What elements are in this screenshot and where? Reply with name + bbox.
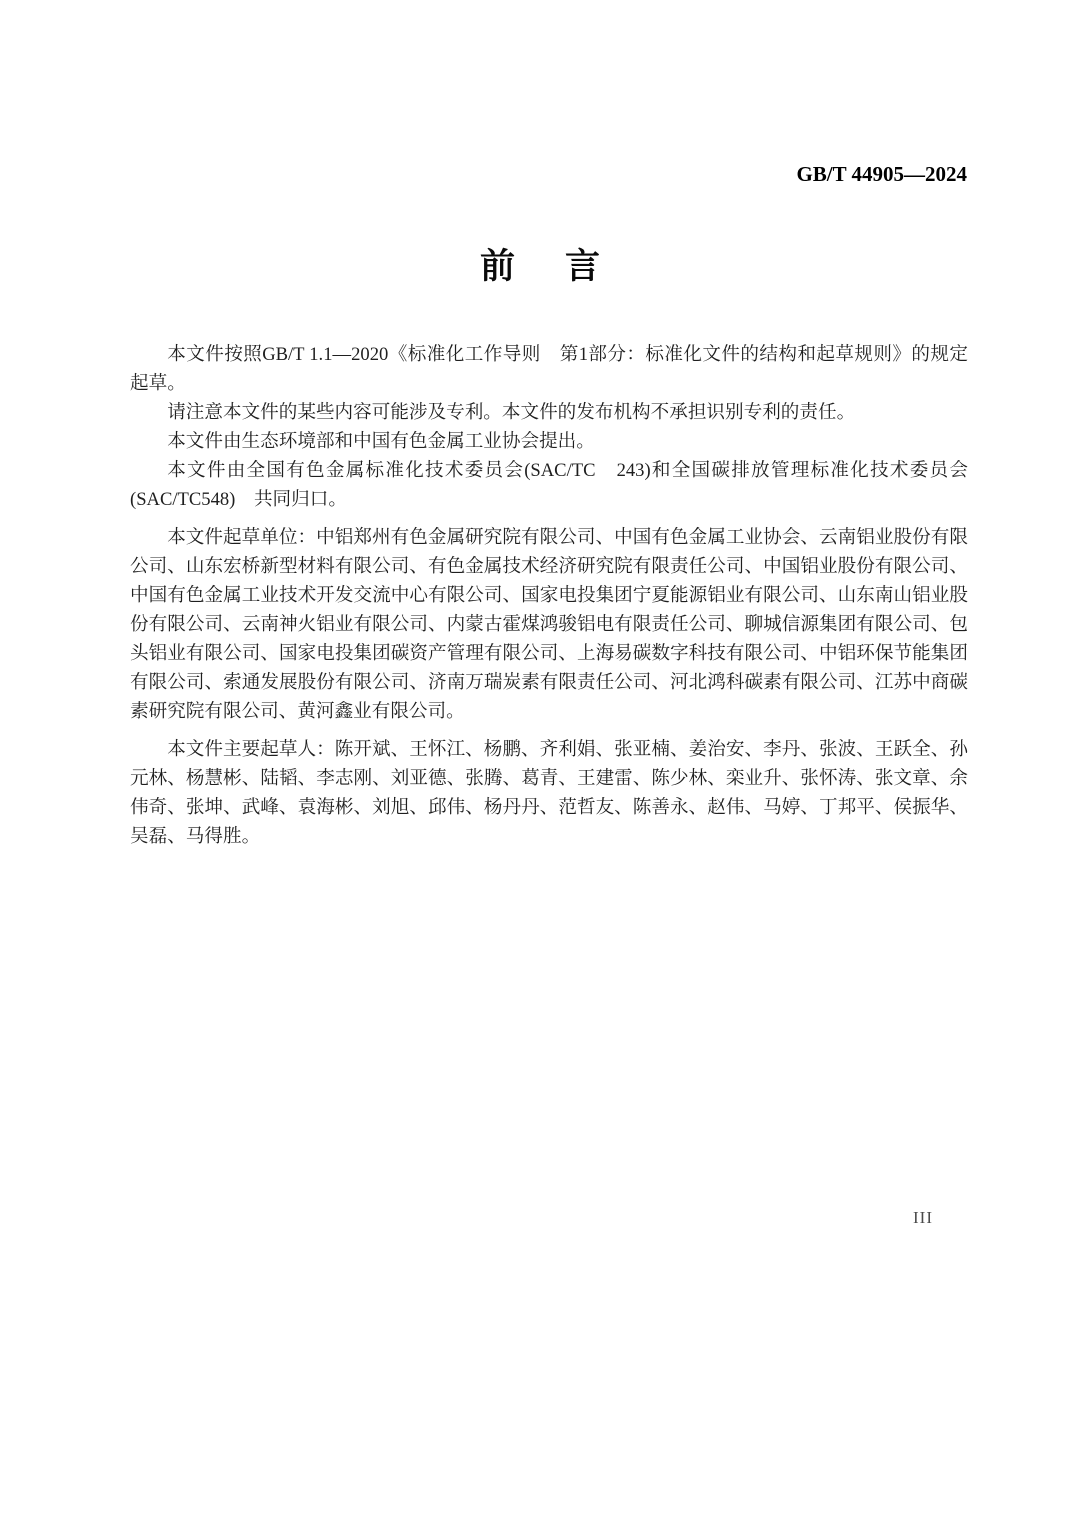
foreword-body [130,340,968,851]
foreword-title-char-qian: 前 [479,247,515,286]
paragraph-drafting-rules: 本文件按照GB/T 1.1—2020《标准化工作导则 第1部分：标准化文件的结构和起草规则》的规定起草。 [130,344,968,394]
paragraph-patent-notice: 请注意本文件的某些内容可能涉及专利。本文件的发布机构不承担识别专利的责任。 [167,402,856,423]
paragraph-main-drafters: 本文件主要起草人：陈开斌、王怀江、杨鹏、齐利娟、张亚楠、姜治安、李丹、张波、王跃全、孙元林、杨慧彬、陆韬、李志刚、刘亚德、张腾、葛青、王建雷、陈少林、栾业升、张怀涛、张文章、余伟奇、张坤、武峰、袁海彬、刘旭、邱伟、杨丹丹、范哲友、陈善永、赵伟、马婷、丁邦平、侯振华、吴磊、马得胜。 [130,739,968,847]
foreword-title [0,247,1080,287]
paragraph-centralized-by-committees: 本文件由全国有色金属标准化技术委员会(SAC/TC 243)和全国碳排放管理标准化技术委员会(SAC/TC548) 共同归口。 [130,460,968,510]
paragraph-proposed-by: 本文件由生态环境部和中国有色金属工业协会提出。 [167,431,595,452]
paragraph-drafting-organizations: 本文件起草单位：中铝郑州有色金属研究院有限公司、中国有色金属工业协会、云南铝业股份有限公司、山东宏桥新型材料有限公司、有色金属技术经济研究院有限责任公司、中国铝业股份有限公司、中国有色金属工业技术开发交流中心有限公司、国家电投集团宁夏能源铝业有限公司、山东南山铝业股份有限公司、云南神火铝业有限公司、内蒙古霍煤鸿骏铝电有限责任公司、聊城信源集团有限公司、包头铝业有限公司、国家电投集团碳资产管理有限公司、上海易碳数字科技有限公司、中铝环保节能集团有限公司、索通发展股份有限公司、济南万瑞炭素有限责任公司、河北鸿科碳素有限公司、江苏中商碳素研究院有限公司、黄河鑫业有限公司。 [130,527,968,722]
standard-number: GB/T 44905—2024 [796,162,967,186]
foreword-title-char-yan: 言 [565,247,601,286]
page-number: III [913,1208,933,1227]
